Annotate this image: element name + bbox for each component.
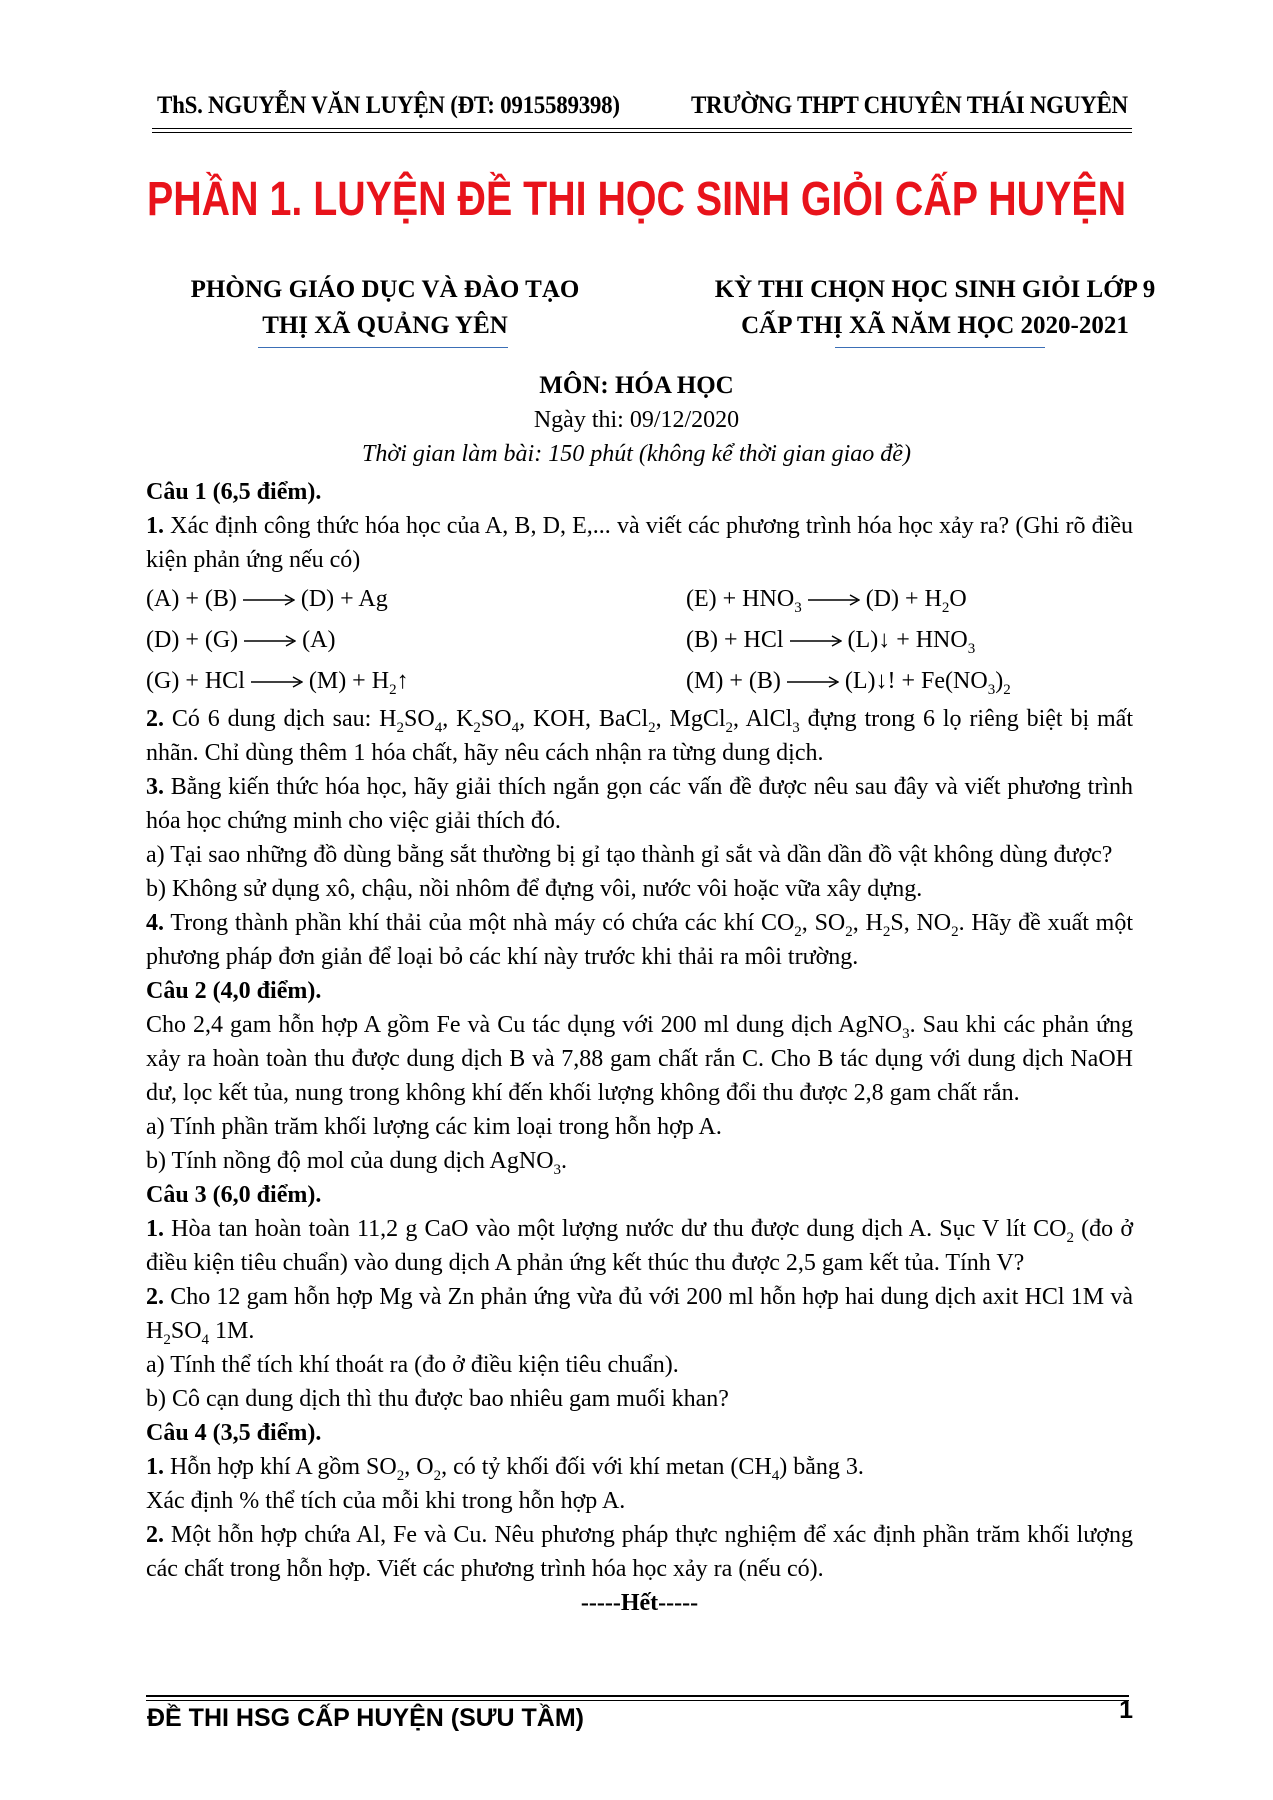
reaction-3: (D) + (G) (A): [146, 627, 336, 653]
q3-part-2a: a) Tính thể tích khí thoát ra (đo ở điều kiện tiêu chuẩn).: [146, 1352, 679, 1378]
q4-part-2: 2. Một hỗn hợp chứa Al, Fe và Cu. Nêu phương pháp thực nghiệm để xác định phần trăm khối lượng các chất trong hỗn hợp. Viết các phương trình hóa học xảy ra (nếu có).: [146, 1522, 1133, 1582]
q4-part-1: 1. Hỗn hợp khí A gồm $SO_2$, $O_2$, có tỷ khối đối với khí metan $(CH_4)$ bằng 3.: [146, 1454, 864, 1484]
office-line-1: PHÒNG GIÁO DỤC VÀ ĐÀO TẠO: [190, 276, 580, 303]
office-underline: [258, 347, 508, 348]
exam-duration: Thời gian làm bài: 150 phút (không kể thời gian giao đề): [362, 441, 911, 467]
subject: MÔN: HÓA HỌC: [539, 372, 734, 399]
exam-date: Ngày thi: 09/12/2020: [533, 407, 740, 433]
q2-part-b: b) Tính nồng độ mol của dung dịch AgNO$_3$.: [146, 1148, 568, 1178]
reaction-4: (B) + HCl (L)↓ + $HNO_3$: [686, 627, 976, 657]
right-arrow-icon: [808, 594, 860, 606]
header-school: TRƯỜNG THPT CHUYÊN THÁI NGUYÊN: [691, 92, 1128, 119]
end-marker: -----Hết-----: [580, 1590, 699, 1616]
exam-body: [146, 475, 1133, 1620]
reaction-5: (G) + HCl $(M) + H_2↑$: [146, 668, 409, 698]
right-arrow-icon: [243, 594, 295, 606]
footer-rule: [146, 1695, 1129, 1697]
q2-text: Cho 2,4 gam hỗn hợp A gồm Fe và Cu tác dụng với 200 ml dung dịch AgNO$_3$. Sau khi các phản ứng xảy ra hoàn toàn thu được dung dịch B và 7,88 gam chất rắn C. Cho B tác dụng với dung dịch NaOH dư, lọc kết tủa, nung trong không khí đến khối lượng không đổi thu được 2,8 gam chất rắn.: [146, 1012, 1133, 1106]
footer-rule-thin: [146, 1700, 1129, 1701]
q1-part-2: 2. Có 6 dung dịch sau: $H_2SO_4$, $K_2SO_4$, KOH, BaCl$_2$, MgCl$_2$, AlCl$_3$ đựng trong 6 lọ riêng biệt bị mất nhãn. Chỉ dùng thêm 1 hóa chất, hãy nêu cách nhận ra từng dung dịch.: [146, 706, 1133, 766]
header-rule-thin: [152, 132, 1132, 133]
question-4-heading: Câu 4 (3,5 điểm).: [146, 1420, 322, 1446]
q1-part-3: 3. Bằng kiến thức hóa học, hãy giải thích ngắn gọn các vấn đề được nêu sau đây và viết phương trình hóa học chứng minh cho việc giải thích đó.: [146, 774, 1133, 834]
q2-part-a: a) Tính phần trăm khối lượng các kim loại trong hỗn hợp A.: [146, 1114, 722, 1140]
q1-part-4: 4. Trong thành phần khí thải của một nhà máy có chứa các khí $CO_2$, $SO_2$, $H_2S$, $NO_2$. Hãy đề xuất một phương pháp đơn giản để loại bỏ các khí này trước khi thải ra môi trường.: [146, 910, 1134, 970]
header-rule: [152, 128, 1132, 129]
exam-underline: [835, 347, 1045, 348]
q4-part-1-line2: Xác định % thể tích của mỗi khi trong hỗn hợp A.: [146, 1488, 626, 1514]
reaction-scheme: [146, 579, 1133, 702]
exam-line-1: KỲ THI CHỌN HỌC SINH GIỎI LỚP 9: [714, 276, 1156, 303]
right-arrow-icon: [244, 635, 296, 647]
q3-part-1: 1. Hòa tan hoàn toàn 11,2 g CaO vào một lượng nước dư thu được dung dịch A. Sục V lít $CO_2$ (đo ở điều kiện tiêu chuẩn) vào dung dịch A phản ứng kết thúc thu được 2,5 gam kết tủa. Tính V?: [146, 1216, 1134, 1276]
question-1-heading: Câu 1 (6,5 điểm).: [146, 479, 322, 505]
exam-line-2: CẤP THỊ XÃ NĂM HỌC 2020-2021: [741, 312, 1129, 339]
q3-part-2b: b) Cô cạn dung dịch thì thu được bao nhiêu gam muối khan?: [146, 1386, 729, 1412]
right-arrow-icon: [251, 676, 303, 688]
q3-part-2: 2. Cho 12 gam hỗn hợp Mg và Zn phản ứng vừa đủ với 200 ml hỗn hợp hai dung dịch axit HCl 1M và $H_2SO_4$ 1M.: [146, 1284, 1133, 1348]
q1-part-3b: b) Không sử dụng xô, chậu, nồi nhôm để đựng vôi, nước vôi hoặc vữa xây dựng.: [146, 876, 923, 902]
office-line-2: THỊ XÃ QUẢNG YÊN: [262, 312, 508, 339]
q1-part-1: 1. Xác định công thức hóa học của A, B, D, E,... và viết các phương trình hóa học xảy ra? (Ghi rõ điều kiện phản ứng nếu có): [146, 513, 1133, 573]
header-author: ThS. NGUYỄN VĂN LUYỆN (ĐT: 0915589398): [157, 92, 620, 119]
footer-title: ĐỀ THI HSG CẤP HUYỆN (SƯU TẦM): [147, 1704, 584, 1732]
reaction-2: $(E) + HNO_3$ $(D) + H_2O$: [686, 586, 967, 616]
page-number: 1: [1119, 1696, 1133, 1724]
exam-title: [690, 272, 1180, 344]
reaction-1: (A) + (B) (D) + Ag: [146, 586, 388, 612]
right-arrow-icon: [787, 676, 839, 688]
issuing-office: [160, 272, 610, 344]
right-arrow-icon: [790, 635, 842, 647]
question-2-heading: Câu 2 (4,0 điểm).: [146, 978, 322, 1004]
question-3-heading: Câu 3 (6,0 điểm).: [146, 1182, 322, 1208]
reaction-6: (M) + (B) (L)↓! + $Fe(NO_3)_2$: [686, 668, 1011, 698]
q1-part-3a: a) Tại sao những đồ dùng bằng sắt thường bị gỉ tạo thành gỉ sắt và dần dần đồ vật không dùng được?: [146, 842, 1113, 868]
page-title: PHẦN 1. LUYỆN ĐỀ THI HỌC SINH GIỎI CẤP HUYỆN: [146, 173, 1127, 226]
